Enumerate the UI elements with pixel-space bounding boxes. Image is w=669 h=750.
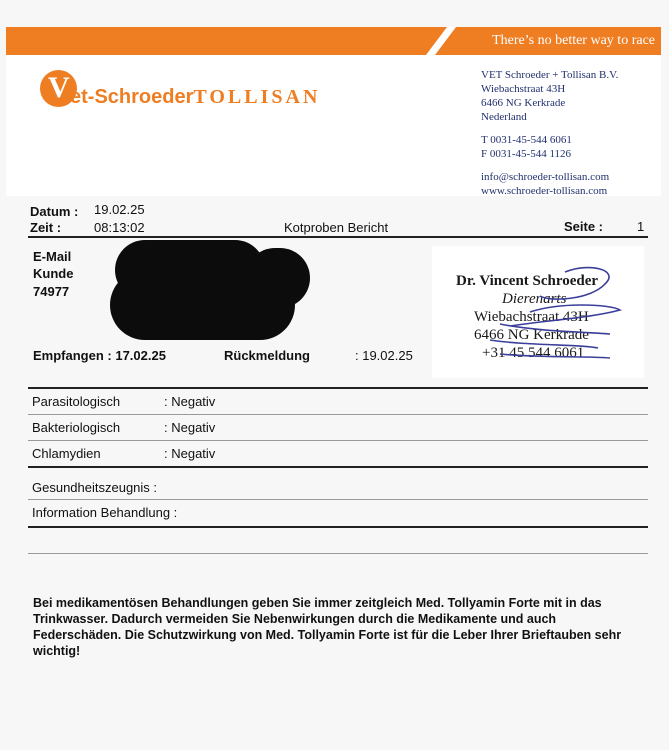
company-street: Wiebachstraat 43H [481, 83, 566, 95]
signature-icon [470, 262, 640, 372]
divider [28, 387, 648, 389]
stamp-title: Dierenarts [502, 291, 567, 307]
company-country: Nederland [481, 111, 527, 123]
slogan: There’s no better way to race [492, 33, 655, 48]
logo-brand: TOLLISAN [193, 86, 321, 108]
seite-value: 1 [637, 219, 645, 234]
gesundheitszeugnis-label: Gesundheitszeugnis : [32, 480, 158, 495]
rueckmeldung-label: Rückmeldung [224, 348, 310, 363]
kunde-label: Kunde [33, 266, 74, 281]
logo-text: et-Schroeder [70, 86, 194, 108]
result-label: Parasitologisch [32, 394, 121, 409]
stamp-name: Dr. Vincent Schroeder [456, 273, 599, 289]
result-value: : Negativ [164, 420, 216, 435]
seite-label: Seite : [564, 219, 604, 234]
divider [28, 414, 648, 415]
divider [28, 440, 648, 441]
result-label: Bakteriologisch [32, 420, 121, 435]
company-website[interactable]: www.schroeder-tollisan.com [481, 185, 608, 197]
logo-initial: V [48, 71, 70, 104]
divider [28, 466, 648, 468]
datum-value: 19.02.25 [94, 202, 145, 217]
logo-wordmark [70, 86, 320, 109]
company-address [481, 68, 618, 198]
email-label: E-Mail [33, 249, 72, 264]
treatment-note: Bei medikamentösen Behandlungen geben Sie immer zeitgleich Med. Tollyamin Forte mit in das Trinkwasser. Dadurch vermeiden Sie Nebenwirkungen durch die Medikamente und auch Federschäden. Die Schutzwirkung von Med. Tollyamin Forte ist für die Leber Ihrer Brieftauben sehr wichtig! [33, 596, 622, 658]
empfangen-label: Empfangen : 17.02.25 [33, 348, 166, 363]
zeit-value: 08:13:02 [94, 220, 145, 235]
zeit-label: Zeit : [30, 220, 62, 235]
result-value: : Negativ [164, 394, 216, 409]
report-title: Kotproben Bericht [284, 220, 389, 235]
stamp-city: 6466 NG Kerkrade [474, 327, 589, 343]
divider [28, 553, 648, 554]
result-value: : Negativ [164, 446, 216, 461]
datum-label: Datum : [30, 204, 79, 219]
result-label: Chlamydien [32, 446, 101, 461]
company-phone: T 0031-45-544 6061 [481, 134, 572, 146]
redaction [245, 248, 310, 308]
stamp-street: Wiebachstraat 43H [474, 309, 589, 325]
rueckmeldung-value: : 19.02.25 [355, 348, 413, 363]
company-name: VET Schroeder + Tollisan B.V. [481, 69, 619, 81]
company-fax: F 0031-45-544 1126 [481, 148, 572, 160]
behandlung-label: Information Behandlung : [32, 505, 178, 520]
company-email[interactable]: info@schroeder-tollisan.com [481, 171, 610, 183]
kunde-number: 74977 [33, 284, 70, 299]
divider [28, 499, 648, 500]
divider [28, 526, 648, 528]
company-city: 6466 NG Kerkrade [481, 97, 566, 109]
stamp-phone: +31 45 544 6061 [482, 345, 585, 361]
divider [28, 236, 648, 238]
